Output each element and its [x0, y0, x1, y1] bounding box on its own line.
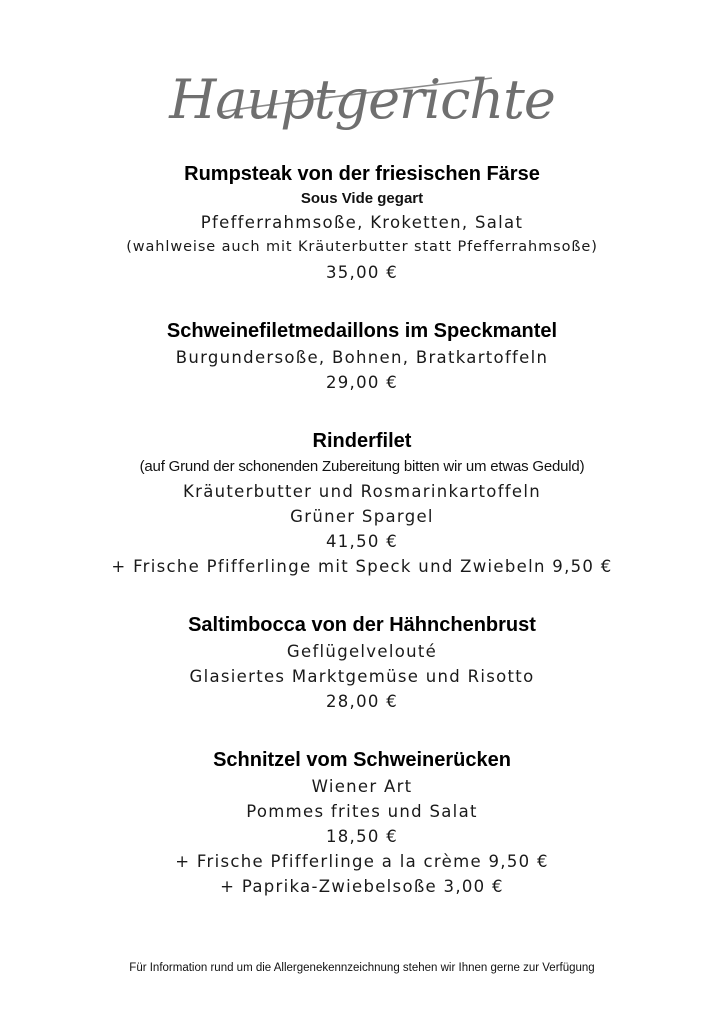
dish-description: Pfefferrahmsoße, Kroketten, Salat [200, 213, 524, 232]
dish-rumpsteak [0, 160, 724, 285]
dish-price: 18,50 € [325, 827, 399, 846]
dish-name: Saltimbocca von der Hähnchenbrust [188, 614, 536, 636]
dish-info: (auf Grund der schonenden Zubereitung bitten wir um etwas Geduld) [139, 458, 585, 475]
dish-schnitzel [0, 746, 724, 899]
dish-description: Glasiertes Marktgemüse und Risotto [189, 667, 535, 686]
svg-text:Hauptgerichte: Hauptgerichte [169, 68, 555, 131]
dish-price: 41,50 € [325, 532, 399, 551]
dish-description: Pommes frites und Salat [246, 802, 478, 821]
page-title [0, 50, 724, 150]
dish-rinderfilet [0, 427, 724, 579]
dish-price: 28,00 € [325, 692, 399, 711]
dish-name: Schweinefiletmedaillons im Speckmantel [166, 320, 558, 342]
dish-schweinefilet [0, 317, 724, 395]
dish-name: Schnitzel vom Schweinerücken [213, 749, 511, 771]
dish-description: Kräuterbutter und Rosmarinkartoffeln [182, 482, 542, 501]
dish-description: Burgundersoße, Bohnen, Bratkartoffeln [175, 348, 549, 367]
dish-description: Geflügelvelouté [286, 642, 438, 661]
dish-description: Grüner Spargel [290, 507, 434, 526]
dish-name: Rinderfilet [312, 430, 412, 452]
allergen-footer: Für Information rund um die Allergenekennzeichnung stehen wir Ihnen gerne zur Verfügung [129, 962, 595, 974]
dish-price: 29,00 € [325, 373, 399, 392]
dish-note: (wahlweise auch mit Kräuterbutter statt Pfefferrahmsoße) [126, 239, 598, 255]
dish-subtitle: Sous Vide gegart [300, 190, 424, 207]
dish-list [0, 160, 724, 899]
dish-extra: + Paprika-Zwiebelsoße 3,00 € [220, 877, 504, 896]
dish-description: Wiener Art [311, 777, 413, 796]
dish-saltimbocca [0, 611, 724, 714]
dish-price: 35,00 € [325, 263, 399, 282]
dish-extra: + Frische Pfifferlinge a la crème 9,50 € [175, 852, 549, 871]
dish-name: Rumpsteak von der friesischen Färse [184, 163, 540, 185]
title-script [169, 50, 555, 150]
dish-extra: + Frische Pfifferlinge mit Speck und Zwiebeln 9,50 € [111, 557, 613, 576]
